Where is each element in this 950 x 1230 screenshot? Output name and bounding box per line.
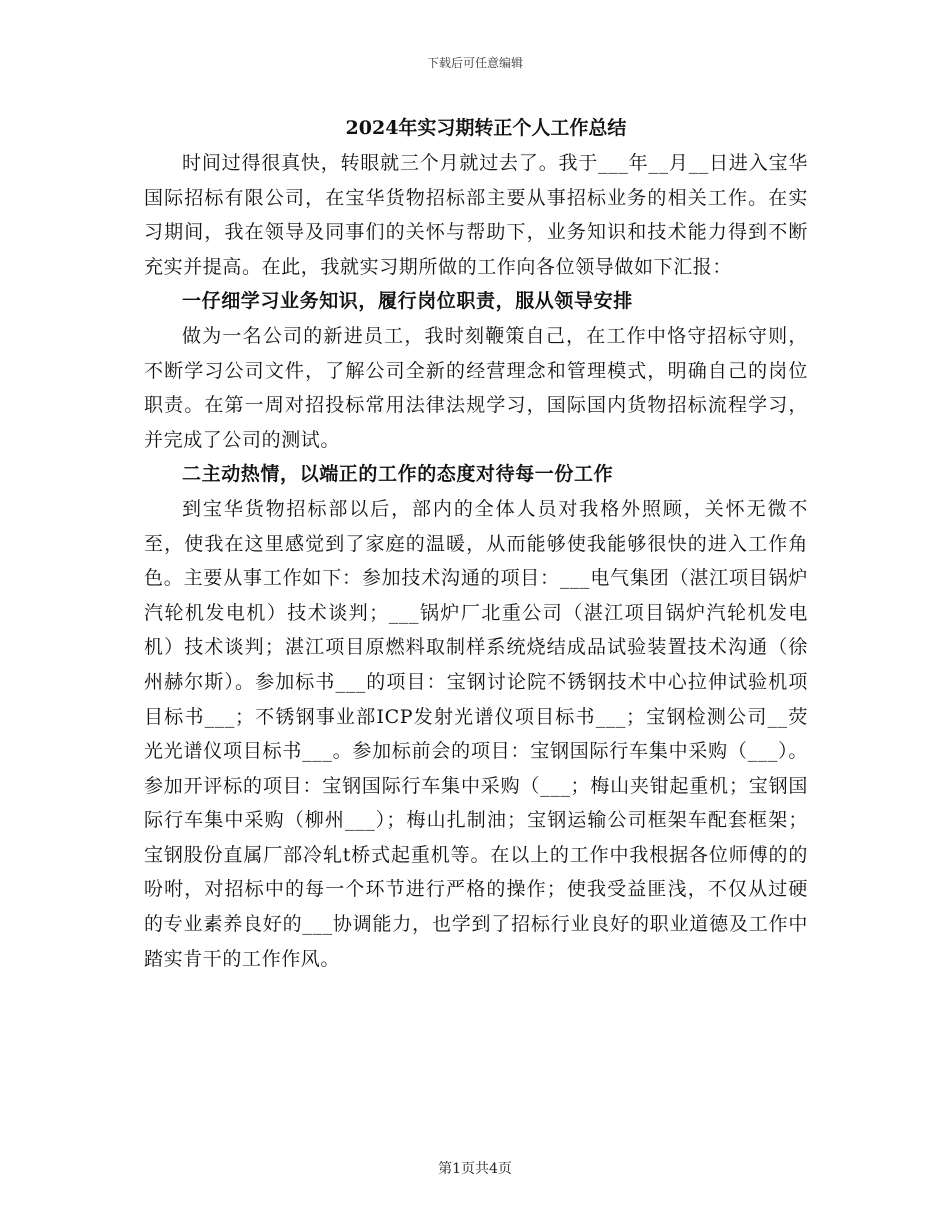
intro-paragraph: 时间过得很真快，转眼就三个月就过去了。我于___年__月__日进入宝华国际招标有限公司，在宝华货物招标部主要从事招标业务的相关工作。在实习期间，我在领导及同事们的关怀与帮助下，业务知识和技术能力得到不断充实并提高。在此，我就实习期所做的工作向各位领导做如下汇报： bbox=[144, 152, 808, 278]
section-2-heading: 二主动热情，以端正的工作的态度对待每一份工作 bbox=[182, 463, 614, 486]
section-1-heading: 一仔细学习业务知识，履行岗位职责，服从领导安排 bbox=[182, 290, 633, 313]
page-number: 第1页共4页 bbox=[438, 1161, 512, 1177]
document-title: 2024年实习期转正个人工作总结 bbox=[345, 117, 627, 139]
header-note: 下载后可任意编辑 bbox=[426, 56, 523, 70]
document-body bbox=[144, 110, 808, 976]
section-1-paragraph: 做为一名公司的新进员工，我时刻鞭策自己，在工作中恪守招标守则，不断学习公司文件，了解公司全新的经营理念和管理模式，明确自己的岗位职责。在第一周对招投标常用法律法规学习，国际国内货物招标流程学习，并完成了公司的测试。 bbox=[144, 324, 808, 451]
section-2-paragraph: 到宝华货物招标部以后，部内的全体人员对我格外照顾，关怀无微不至，使我在这里感觉到了家庭的温暖，从而能够使我能够很快的进入工作角色。主要从事工作如下：参加技术沟通的项目：___电气集团（湛江项目锅炉汽轮机发电机）技术谈判；___锅炉厂北重公司（湛江项目锅炉汽轮机发电机）技术谈判；湛江项目原燃料取制样系统烧结成品试验装置技术沟通（徐州赫尔斯）。参加标书___的项目：宝钢讨论院不锈钢技术中心拉伸试验机项目标书___；不锈钢事业部ICP发射光谱仪项目标书___；宝钢检测公司__荧光光谱仪项目标书___。参加标前会的项目：宝钢国际行车集中采购（___）。参加开评标的项目：宝钢国际行车集中采购（___；梅山夹钳起重机；宝钢国际行车集中采购（柳州___）；梅山扎制油；宝钢运输公司框架车配套框架；宝钢股份直属厂部冷轧t桥式起重机等。在以上的工作中我根据各位师傅的的吩咐，对招标中的每一个环节进行严格的操作；使我受益匪浅，不仅从过硬的专业素养良好的___协调能力，也学到了招标行业良好的职业道德及工作中踏实肯干的工作作风。 bbox=[144, 497, 808, 970]
